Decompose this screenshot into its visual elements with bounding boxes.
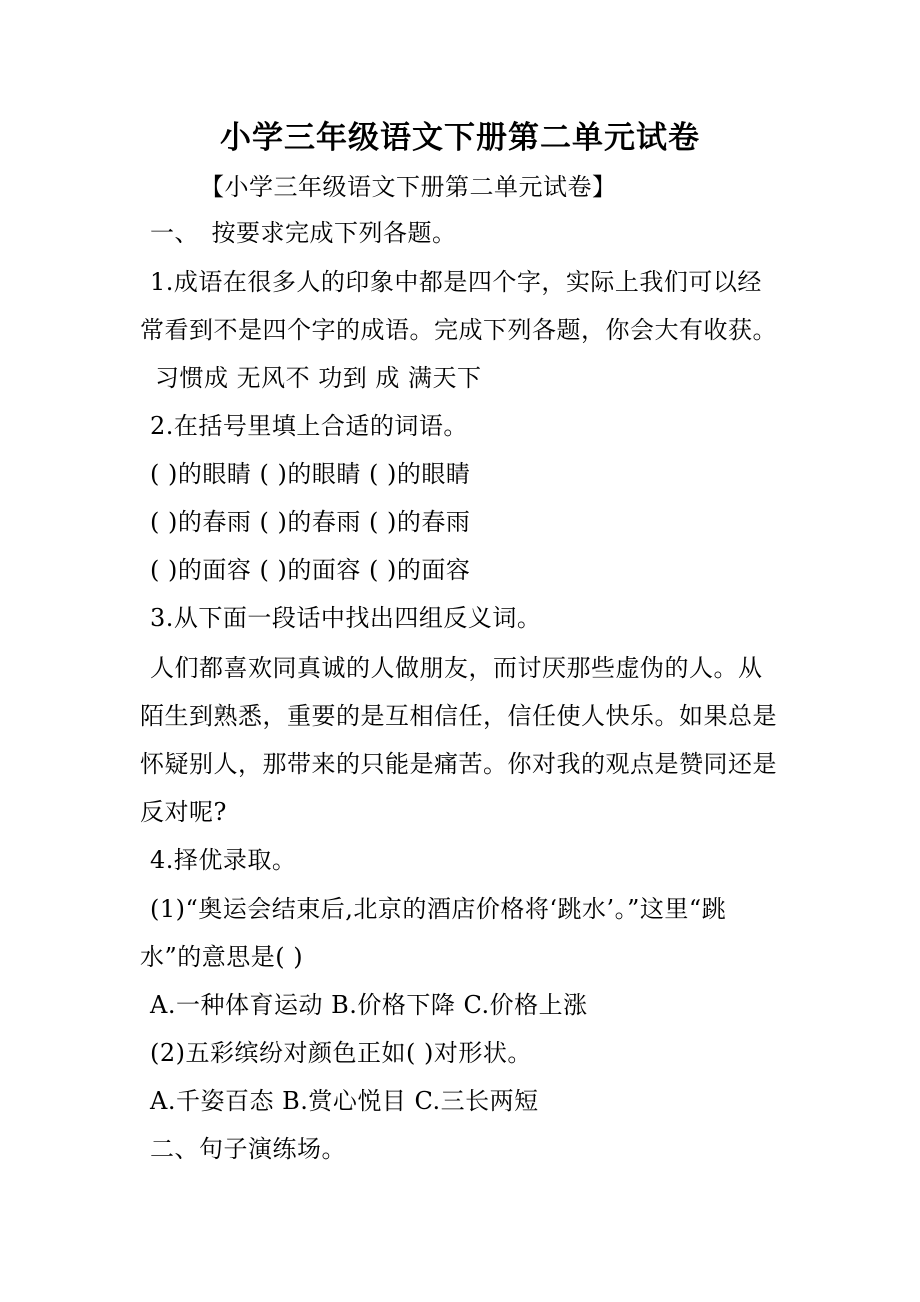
- fill-blank-line: ( )的面容 ( )的面容 ( )的面容: [150, 556, 471, 584]
- question-text: 4.择优录取。: [150, 846, 297, 874]
- question-text: 3.从下面一段话中找出四组反义词。: [150, 604, 542, 632]
- section-heading: 二、句子演练场。: [150, 1135, 346, 1163]
- question-text: (1)“奥运会结束后,北京的酒店价格将‘跳水’。”这里“跳: [150, 895, 727, 923]
- answer-options: A.一种体育运动 B.价格下降 C.价格上涨: [150, 991, 588, 1019]
- question-text: 1.成语在很多人的印象中都是四个字，实际上我们可以经: [150, 268, 762, 296]
- question-text: 2.在括号里填上合适的词语。: [150, 412, 468, 440]
- document-title: 小学三年级语文下册第二单元试卷: [220, 120, 700, 156]
- question-text: 常看到不是四个字的成语。完成下列各题，你会大有收获。: [140, 316, 777, 344]
- fill-blank-line: ( )的春雨 ( )的春雨 ( )的春雨: [150, 508, 471, 536]
- idiom-line: 习惯成 无风不 功到 成 满天下: [155, 364, 482, 392]
- passage-line: 陌生到熟悉，重要的是互相信任，信任使人快乐。如果总是: [140, 702, 777, 730]
- passage-line: 反对呢?: [140, 798, 227, 826]
- answer-options: A.千姿百态 B.赏心悦目 C.三长两短: [150, 1087, 539, 1115]
- fill-blank-line: ( )的眼睛 ( )的眼睛 ( )的眼睛: [150, 460, 471, 488]
- question-text: (2)五彩缤纷对颜色正如( )对形状。: [150, 1039, 532, 1067]
- passage-line: 怀疑别人，那带来的只能是痛苦。你对我的观点是赞同还是: [140, 750, 777, 778]
- question-text: 水”的意思是( ): [140, 943, 304, 971]
- passage-line: 人们都喜欢同真诚的人做朋友，而讨厌那些虚伪的人。从: [150, 654, 763, 682]
- subtitle-line: 【小学三年级语文下册第二单元试卷】: [200, 173, 617, 201]
- section-heading: 一、 按要求完成下列各题。: [150, 219, 457, 247]
